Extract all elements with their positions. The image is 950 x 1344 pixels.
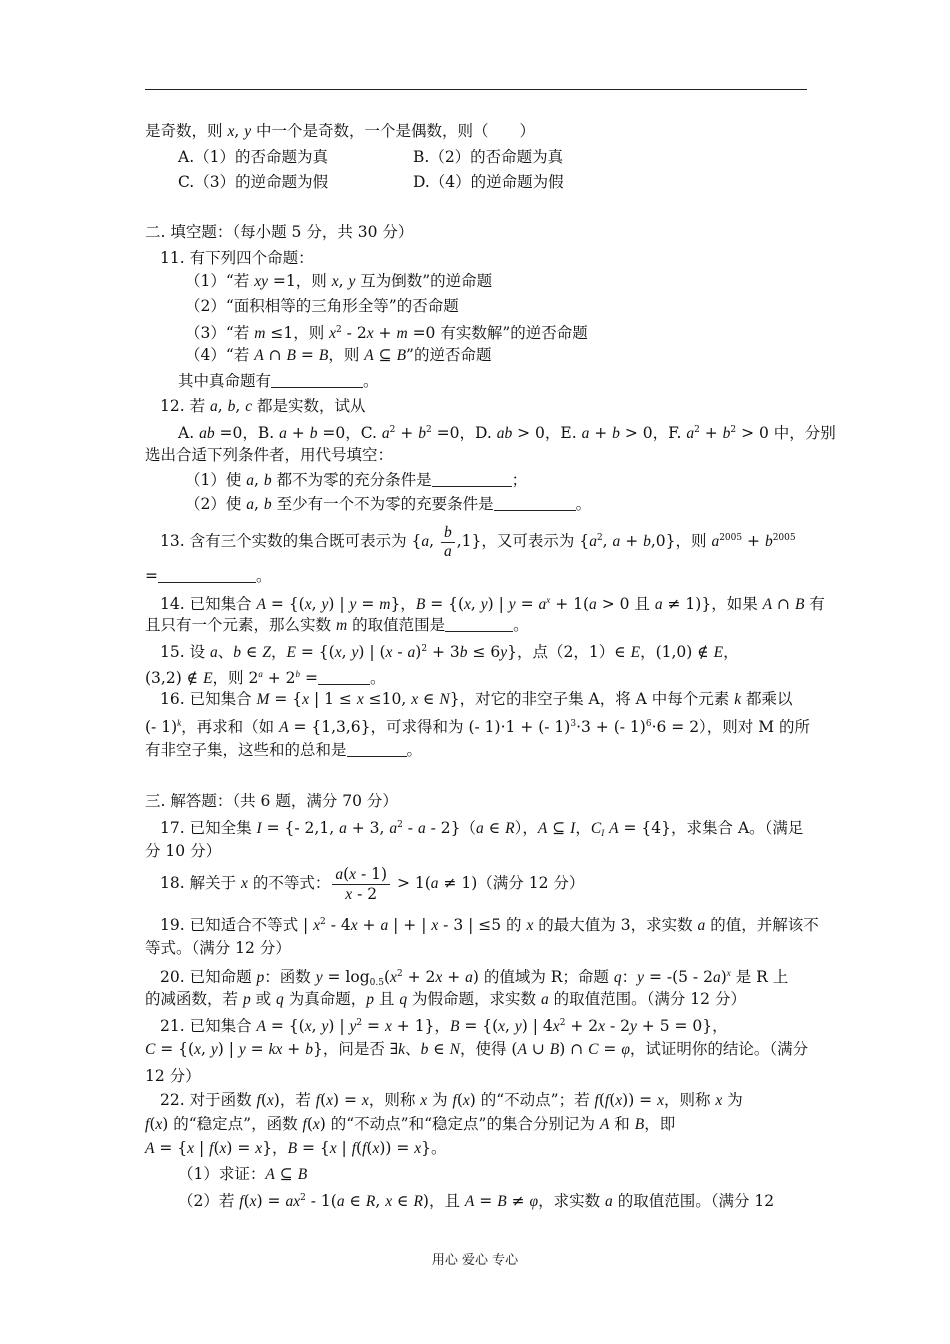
option-b: B.（2）的否命题为真 — [413, 148, 564, 166]
q11-item-4: （4）“若 A ∩ B = B，则 A ⊆ B”的逆否命题 — [185, 346, 492, 364]
q11-item-3: （3）“若 m ≤1，则 $x^2 - 2x + m =0$ 有实数解”的逆否命题 — [185, 324, 588, 342]
q17: 17. 已知全集 I = {- 2,1, a + 3, $a^2$ - a - 2}（a ∈ R），A ⊆ I，$C_I$ A = {4}，求集合 A。（满足 — [160, 819, 804, 838]
q13-answer: = 。 — [145, 567, 272, 585]
option-a: A.（1）的否命题为真 — [178, 148, 328, 166]
section-2-heading: 二. 填空题：（每小题 5 分，共 30 分） — [145, 223, 414, 241]
q12-part-1: （1）使 a, b 都不为零的充分条件是 ； — [185, 471, 528, 489]
q13: 13. 含有三个实数的集合既可表示为 {a, $\frac{b}{a}$ ,1}，又可表示为 {$a^2$, a + b,0}，则 $a^{2005} + b^{2005}$ — [160, 523, 796, 560]
q21: 21. 已知集合 A = {(x, y) | $y^2 = x + 1$}，B = {(x, y) | $4x^2 + 2x - 2y + 5 = 0$}， — [160, 1017, 728, 1035]
q19-line-2: 等式。（满分 12 分） — [145, 939, 291, 957]
q10-tail: 是奇数，则 x, y 中一个是奇数，一个是偶数，则（ ） — [145, 122, 536, 140]
q14-line-2: 且只有一个元素，那么实数 m 的取值范围是 。 — [145, 616, 529, 634]
q22-line-3: A = {x | f(x) = x}，B = {x | f(f(x)) = x}。 — [145, 1139, 447, 1157]
q12-part-2: （2）使 a, b 至少有一个不为零的充要条件是 。 — [185, 495, 592, 513]
q22: 22. 对于函数 f(x)，若 f(x) = x，则称 x 为 f(x) 的“不动点”；若 f(f(x)) = x，则称 x 为 — [160, 1091, 743, 1109]
q14: 14. 已知集合 A = {(x, y) | y = m}，B = {(x, y) | $y = a^x + 1(a > 0$ 且 a ≠ 1)}，如果 A ∩ B 有 — [160, 595, 825, 613]
q16-line-2: (- 1)$^k$，再求和（如 A = {1,3,6}，可求得和为 (- 1)·1 + (- 1)$^3$·3 + (- 1)$^6$·6 = 2），则对 M 的所 — [145, 718, 811, 736]
q20-line-2: 的减函数，若 p 或 q 为真命题，p 且 q 为假命题，求实数 a 的取值范围。（满分 12 分） — [145, 990, 746, 1008]
q22-part-1: （1）求证：A ⊆ B — [178, 1165, 308, 1183]
q15-line-2: (3,2) ∉ E，则 $2^a + 2^b$ = 。 — [145, 669, 386, 687]
q11: 11. 有下列四个命题： — [160, 249, 314, 267]
q16: 16. 已知集合 M = {x | 1 ≤ x ≤10, x ∈ N}，对它的非空子集 A，将 A 中每个元素 k 都乘以 — [160, 690, 793, 708]
q12: 12. 若 a, b, c 都是实数，试从 — [160, 397, 366, 415]
q12-options: A. ab =0，B. a + b =0，C. $a^2 + b^2 =0$，D. ab > 0，E. a + b > 0，F. $a^2 + b^2 > 0$ 中，分别 — [178, 424, 836, 442]
page-footer: 用心 爱心 专心 — [431, 1253, 519, 1268]
q17-line-2: 分 10 分） — [145, 842, 222, 860]
q22-line-2: f(x) 的“稳定点”，函数 f(x) 的“不动点”和“稳定点”的集合分别记为 A 和 B，即 — [145, 1115, 676, 1133]
q15: 15. 设 a、b ∈ Z，E = {(x, y) | (x - a)$^2$ + 3b ≤ 6y}，点（2，1）∈ E，(1,0) ∉ E， — [160, 643, 739, 661]
option-c: C.（3）的逆命题为假 — [178, 173, 329, 191]
q11-item-1: （1）“若 xy =1，则 x, y 互为倒数”的逆命题 — [185, 272, 493, 290]
option-d: D.（4）的逆命题为假 — [413, 173, 564, 191]
q19: 19. 已知适合不等式 | $x^2 - 4x + a$ | + | x - 3 | ≤5 的 x 的最大值为 3，求实数 a 的值，并解该不 — [160, 916, 819, 934]
q22-part-2: （2）若 $f(x) = ax^2 - 1(a$ ∈ R, x ∈ R)，且 A = B ≠ φ，求实数 a 的取值范围。（满分 12 — [178, 1192, 775, 1210]
q12-instruction: 选出合适下列条件者，用代号填空： — [145, 446, 394, 464]
q11-answer: 其中真命题有 。 — [178, 372, 379, 390]
q11-item-2: （2）“面积相等的三角形全等”的否命题 — [185, 297, 459, 315]
q21-line-3: 12 分） — [145, 1067, 201, 1085]
q21-line-2: C = {(x, y) | y = kx + b}，问是否 ∃k、b ∈ N，使得 (A ∪ B) ∩ C = φ，试证明你的结论。（满分 — [145, 1040, 809, 1058]
header-rule — [145, 89, 807, 90]
section-3-heading: 三. 解答题：（共 6 题，满分 70 分） — [145, 792, 398, 810]
q18: 18. 解关于 x 的不等式： $\frac{a(x - 1)}{x - 2}$ > 1(a ≠ 1)（满分 12 分） — [160, 864, 585, 903]
q16-line-3: 有非空子集，这些和的总和是 。 — [145, 741, 423, 759]
q20: 20. 已知命题 p：函数 $y = \log_{0.5}(x^2 + 2x + a)$ 的值域为 R；命题 q：y = -(5 - 2a)$^x$ 是 R 上 — [160, 968, 789, 988]
